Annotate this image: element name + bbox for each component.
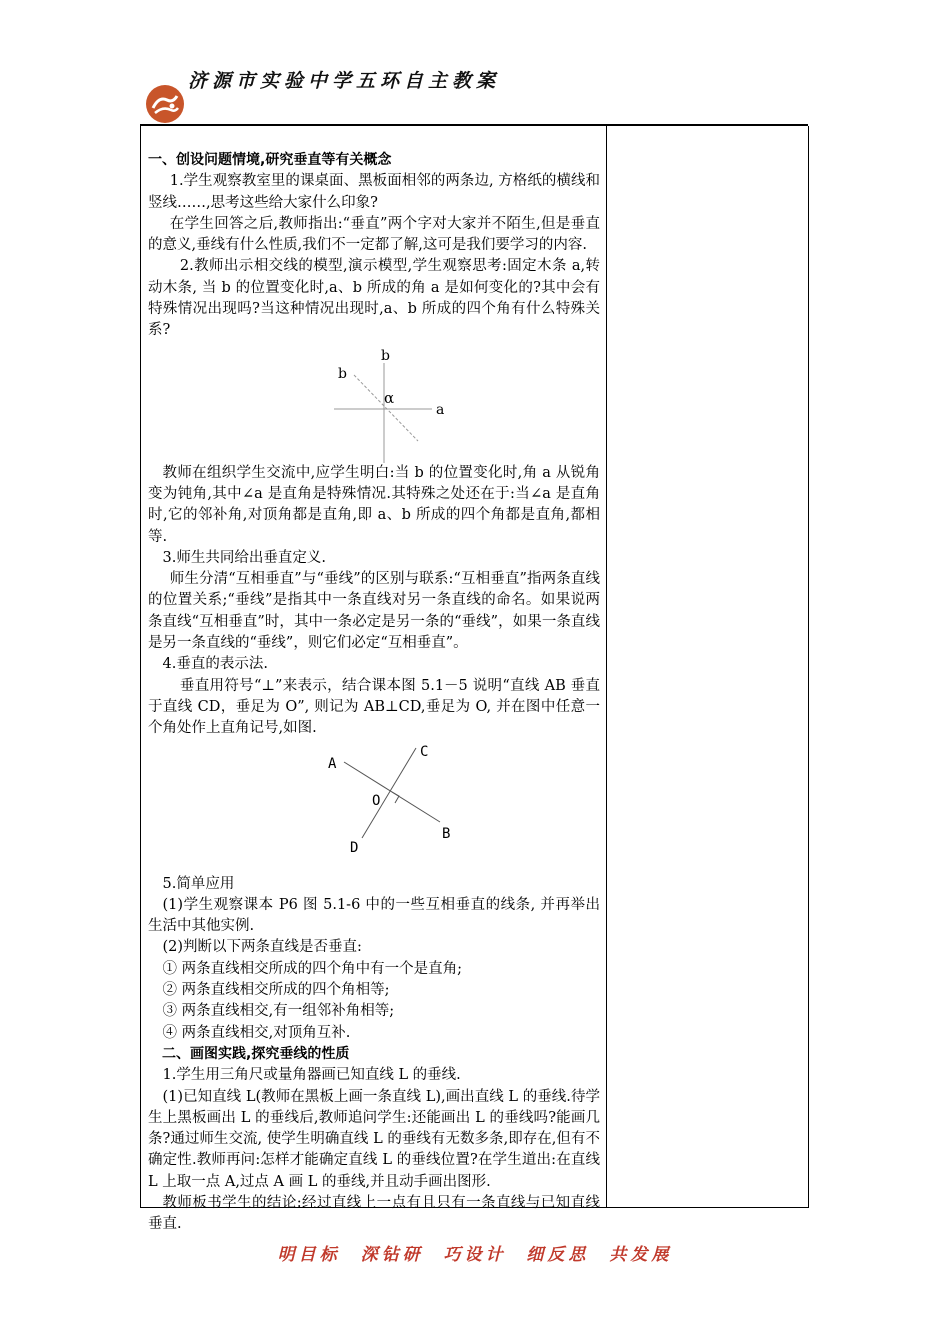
lesson-content	[148, 150, 600, 1236]
label-B: B	[442, 825, 451, 842]
paragraph: 教师在组织学生交流中,应学生明白:当 b 的位置变化时,角 a 从锐角变为钝角,其中∠a 是直角是特殊情况.其特殊之处还在于:当∠a 是直角时,它的邻补角,对顶角都是直角,即 a、b 所成的四个角都是直角,都相等.	[148, 464, 600, 545]
paragraph: 5.简单应用	[162, 875, 235, 892]
footer-motto: 明目标 深钻研 巧设计 细反思 共发展	[277, 1245, 673, 1265]
section2-heading: 二、画图实践,探究垂线的性质	[162, 1045, 350, 1062]
list-item: ② 两条直线相交所成的四个角相等;	[162, 982, 390, 999]
paragraph: (1)学生观察课本 P6 图 5.1-6 中的一些互相垂直的线条, 并再举出生活中其他实例.	[148, 896, 600, 935]
line-b-rotated	[354, 375, 418, 441]
label-D: D	[350, 839, 359, 856]
paragraph: 在学生回答之后,教师指出:“垂直”两个字对大家并不陌生,但是垂直的意义,垂线有什么性质,我们不一定都了解,这可是我们要学习的内容.	[148, 215, 600, 254]
paragraph: (1)已知直线 L(教师在黑板上画一条直线 L),画出直线 L 的垂线.待学生上黑板画出 L 的垂线后,教师追问学生:还能画出 L 的垂线吗?能画几条?通过师生交流, 使学生明确直线 L 的垂线有无数多条,即存在,但有不确定性.教师再问:怎样才能确定直线 L 的垂线位置?在学生道出:在直线 L 上取一点 A,过点 A 画 L 的垂线,并且动手画出图形.	[148, 1088, 600, 1190]
intersecting-lines-figure	[148, 345, 600, 463]
label-alpha: α	[384, 388, 395, 407]
paragraph: 2.教师出示相交线的模型,演示模型,学生观察思考:固定木条 a,转动木条, 当 b 的位置变化时,a、b 所成的角 a 是如何变化的?其中会有特殊情况出现吗?当这种情况出现时,a、b 所成的四个角有什么特殊关系?	[148, 258, 600, 339]
label-O: O	[372, 792, 381, 809]
list-item: ③ 两条直线相交,有一组邻补角相等;	[162, 1003, 395, 1020]
label-C: C	[420, 743, 429, 760]
paragraph: 1.学生观察教室里的课桌面、黑板面相邻的两条边, 方格纸的横线和竖线……,思考这些给大家什么印象?	[148, 173, 600, 211]
label-a: a	[436, 401, 445, 418]
paragraph: 3.师生共同给出垂直定义.	[162, 549, 326, 566]
school-logo-icon	[145, 84, 185, 124]
section1-heading: 一、创设问题情境,研究垂直等有关概念	[148, 152, 392, 168]
paragraph: 垂直用符号“⊥”来表示，结合课本图 5.1－5 说明“直线 AB 垂直于直线 CD，垂足为 O”, 则记为 AB⊥CD,垂足为 O, 并在图中任意一个角处作上直角记号,如图.	[148, 677, 600, 737]
paragraph: 师生分清“互相垂直”与“垂线”的区别与联系:“互相垂直”指两条直线的位置关系;“垂线”是指其中一条直线对另一条直线的命名。如果说两条直线“互相垂直”时，其中一条必定是另一条的“垂线”，如果一条直线是另一条直线的“垂线”，则它们必定“互相垂直”。	[148, 571, 600, 652]
list-item: ① 两条直线相交所成的四个角中有一个是直角;	[162, 960, 462, 977]
line-CD	[362, 748, 416, 838]
paragraph: 1.学生用三角尺或量角器画已知直线 L 的垂线.	[162, 1067, 461, 1084]
table-column-divider	[606, 126, 607, 1208]
label-b-top: b	[381, 347, 390, 364]
list-item: ④ 两条直线相交,对顶角互补.	[162, 1024, 351, 1041]
header-title: 济源市实验中学五环自主教案	[188, 70, 501, 92]
paragraph: 4.垂直的表示法.	[162, 656, 268, 673]
label-A: A	[328, 755, 337, 772]
paragraph: 教师板书学生的结论:经过直线上一点有且只有一条直线与已知直线垂直.	[148, 1194, 600, 1233]
label-b-left: b	[338, 365, 347, 382]
right-angle-mark	[392, 792, 399, 803]
paragraph: (2)判断以下两条直线是否垂直:	[162, 939, 362, 956]
perpendicular-lines-figure	[148, 742, 600, 874]
